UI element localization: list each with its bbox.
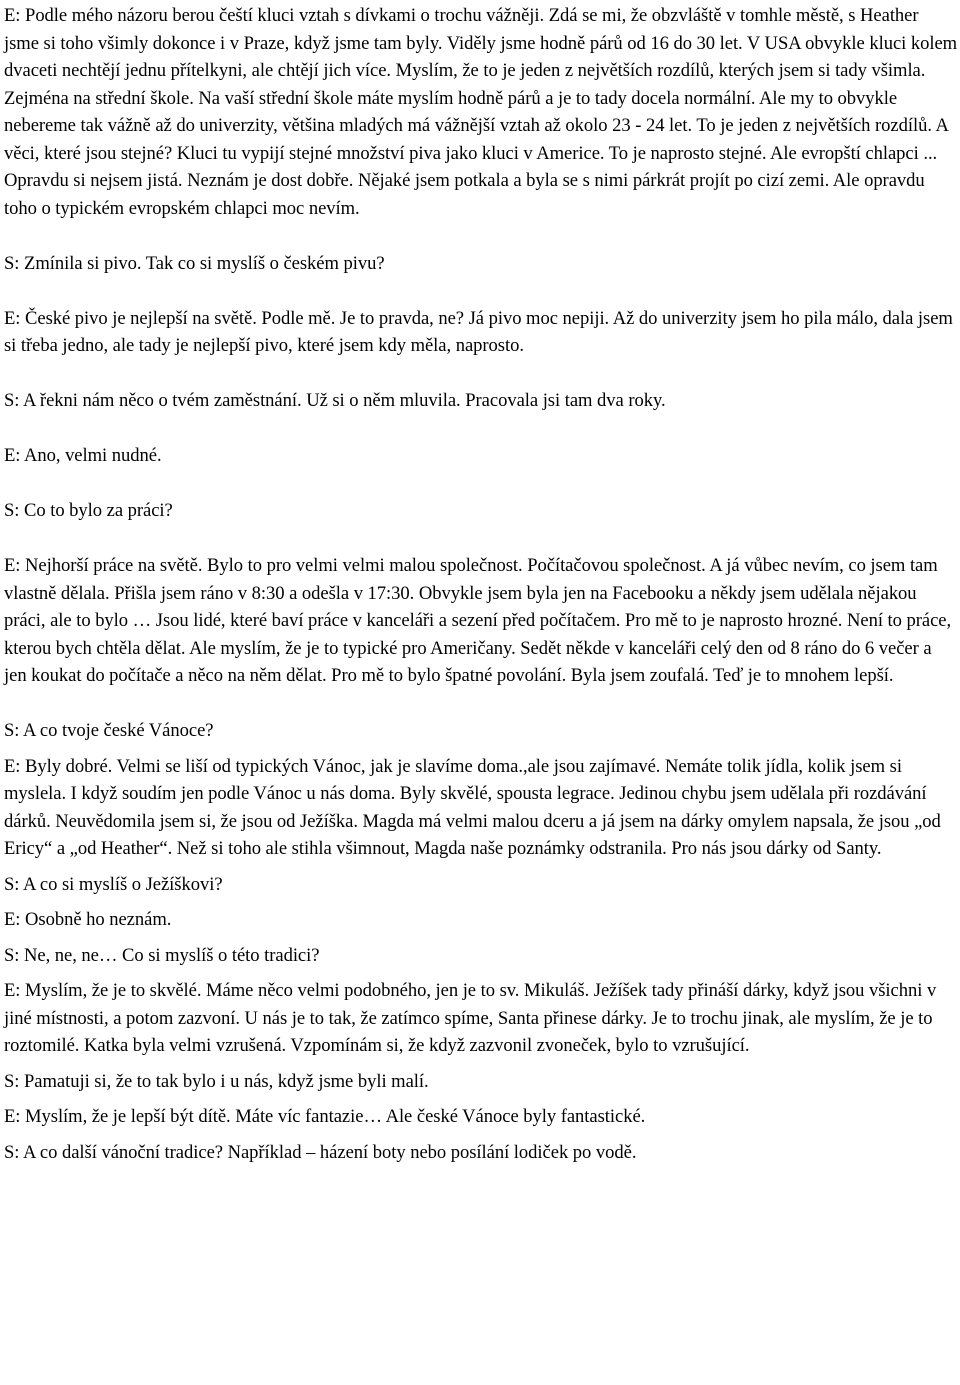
paragraph-e-relationships: E: Podle mého názoru berou čeští kluci vztah s dívkami o trochu vážněji. Zdá se mi, že obzvláště v tomhle městě, s Heather jsme si toho všimly dokonce i v Praze, když jsme tam byly. Viděly jsme hodně párů od 16 do 30 let. V USA obvykle kluci kolem dvaceti nechtějí jednu přítelkyni, ale chtějí jich více. Myslím, že to je jeden z největších rozdílů, kterých jsem si tady všimla. Zejména na střední škole. Na vaší střední škole máte myslím hodně párů a je to tady docela normální. Ale my to obvykle nebereme tak vážně až do univerzity, většina mladých má vážnější vztah až okolo 23 - 24 let. To je jeden z největších rozdílů. A věci, které jsou stejné? Kluci tu vypijí stejné množství piva jako kluci v Americe. To je naprosto stejné. Ale evropští chlapci ... Opravdu si nejsem jistá. Neznám je dost dobře. Nějaké jsem potkala a byla se s nimi párkrát projít po cizí zemi. Ale opravdu toho o typickém evropském chlapci moc nevím. (4, 5, 958, 219)
paragraph-spacer (4, 934, 958, 942)
paragraph-spacer (4, 525, 958, 553)
paragraph-spacer (4, 360, 958, 388)
paragraph-s-jezisek-question: S: A co si myslíš o Ježíškovi? (4, 873, 223, 895)
paragraph-spacer (4, 1095, 958, 1103)
paragraph-e-christmas: E: Byly dobré. Velmi se liší od typických Vánoc, jak je slavíme doma.,ale jsou zajímavé. Nemáte tolik jídla, kolik jsem si myslela. I když soudím jen podle Vánoc u nás doma. Byly skvělé, spousta legrace. Jedinou chybu jsem udělala při rozdávání dárků. Neuvědomila jsem si, že jsou od Ježíška. Magda má velmi malou dceru a já jsem na dárky omylem napsala, že jsou „od Ericy“ a „od Heather“. Než si toho ale stihla všimnout, Magda naše poznámky odstranila. Pro nás jsou dárky od Santy. (4, 755, 941, 859)
paragraph-s-beer-question: S: Zmínila si pivo. Tak co si myslíš o českém pivu? (4, 252, 385, 274)
paragraph-s-christmas-question: S: A co tvoje české Vánoce? (4, 720, 214, 741)
paragraph-spacer (4, 745, 958, 753)
paragraph-s-other-traditions: S: A co další vánoční tradice? Například – házení boty nebo posílání lodiček po vodě. (4, 1141, 637, 1163)
document-page (4, 2, 958, 1166)
paragraph-spacer (4, 470, 958, 498)
paragraph-s-what-job: S: Co to bylo za práci? (4, 500, 173, 521)
paragraph-e-czech-beer: E: České pivo je nejlepší na světě. Podle mě. Je to pravda, ne? Já pivo moc nepiji. Až do univerzity jsem ho pila málo, dala jsem si třeba jedno, ale tady je nejlepší pivo, které jsem kdy měla, naprosto. (4, 307, 953, 356)
paragraph-spacer (4, 222, 958, 250)
paragraph-spacer (4, 969, 958, 977)
paragraph-e-boring: E: Ano, velmi nudné. (4, 445, 162, 466)
paragraph-e-worst-job: E: Nejhorší práce na světě. Bylo to pro velmi velmi malou společnost. Počítačovou společnost. A já vůbec nevím, co jsem tam vlastně dělala. Přišla jsem ráno v 8:30 a odešla v 17:30. Obvykle jsem byla jen na Facebooku a někdy jsem udělala nějakou práci, ale to bylo … Jsou lidé, které baví práce v kanceláři a sezení před počítačem. Pro mě to je naprosto hrozné. Není to práce, kterou bych chtěla dělat. Ale myslím, že je to typické pro Američany. Sedět někde v kanceláři celý den od 8 ráno do 6 večer a jen koukat do počítače a něco na něm dělat. Pro mě to bylo špatné povolání. Byla jsem zoufalá. Teď je to mnohem lepší. (4, 555, 952, 686)
paragraph-spacer (4, 1131, 958, 1139)
paragraph-e-dont-know-him: E: Osobně ho neznám. (4, 909, 172, 930)
paragraph-spacer (4, 863, 958, 871)
paragraph-e-better-child: E: Myslím, že je lepší být dítě. Máte víc fantazie… Ale české Vánoce byly fantastické. (4, 1106, 646, 1127)
paragraph-spacer (4, 898, 958, 906)
paragraph-spacer (4, 690, 958, 718)
paragraph-s-job-question: S: A řekni nám něco o tvém zaměstnání. Už si o něm mluvila. Pracovala jsi tam dva roky. (4, 390, 666, 411)
paragraph-spacer (4, 277, 958, 305)
paragraph-e-tradition: E: Myslím, že je to skvělé. Máme něco velmi podobného, jen je to sv. Mikuláš. Ježíšek tady přináší dárky, když jsou všichni v jiné místnosti, a potom zazvoní. U nás je to tak, že zatímco spíme, Santa přinese dárky. Je to trochu jinak, ale myslím, že je to roztomilé. Katka byla velmi vzrušená. Vzpomínám si, že když zazvonil zvoneček, bylo to vzrušující. (4, 980, 937, 1056)
paragraph-s-tradition-question: S: Ne, ne, ne… Co si myslíš o této tradici? (4, 944, 320, 966)
paragraph-s-remember: S: Pamatuji si, že to tak bylo i u nás, když jsme byli malí. (4, 1070, 429, 1092)
paragraph-spacer (4, 1060, 958, 1068)
paragraph-spacer (4, 415, 958, 443)
